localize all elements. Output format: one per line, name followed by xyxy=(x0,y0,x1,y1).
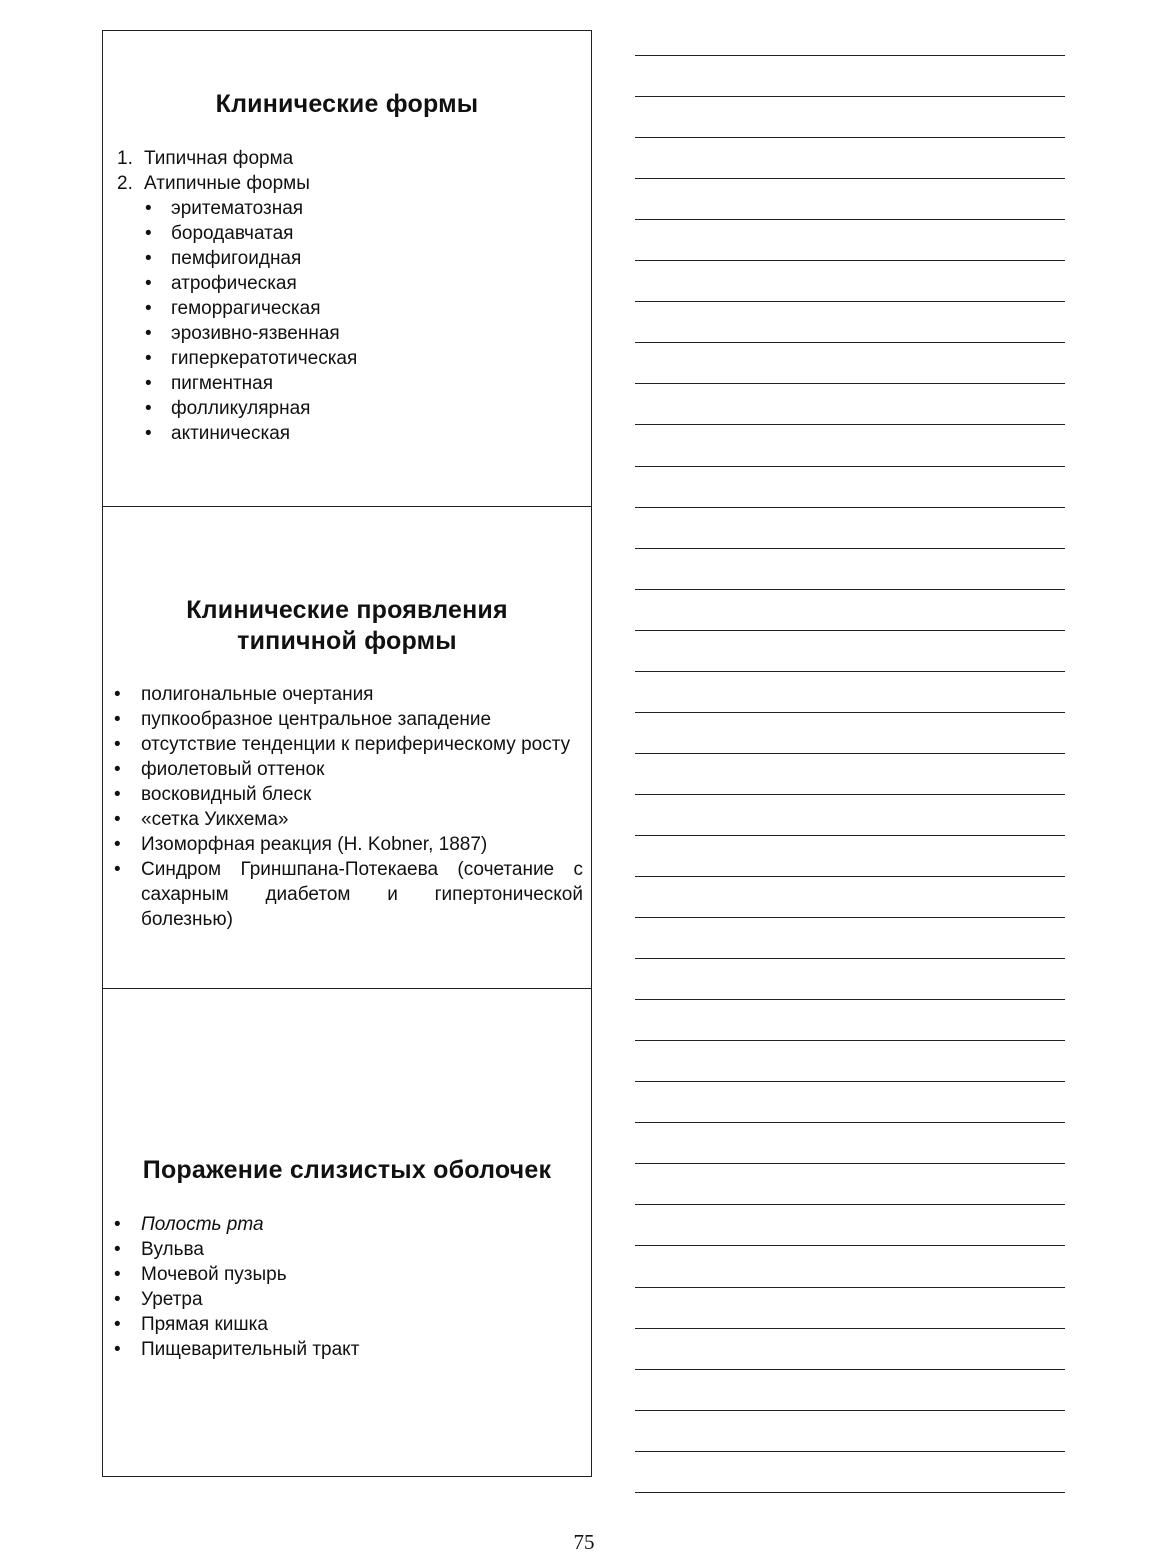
sub-list-item: • эрозивно-язвенная xyxy=(144,321,577,346)
item-label: Типичная форма xyxy=(144,148,294,169)
note-line xyxy=(635,219,1065,220)
list-item: • Пищеварительный тракт xyxy=(113,1337,583,1362)
slide-typical-form-manifestations xyxy=(103,507,591,989)
note-line xyxy=(635,1040,1065,1041)
note-line xyxy=(635,958,1065,959)
note-line xyxy=(635,1287,1065,1288)
note-line xyxy=(635,507,1065,508)
list-item: • Уретра xyxy=(113,1287,583,1312)
sub-list-item: • геморрагическая xyxy=(144,296,577,321)
note-line xyxy=(635,835,1065,836)
numbered-list xyxy=(117,146,577,446)
note-line xyxy=(635,1410,1065,1411)
note-line xyxy=(635,1369,1065,1370)
title-line: Клинические проявления xyxy=(186,596,508,624)
page-number: 75 xyxy=(573,1530,595,1554)
note-line xyxy=(635,548,1065,549)
note-line xyxy=(635,1451,1065,1452)
item-number: 2. xyxy=(117,173,133,194)
list-item: • пупкообразное центральное западение xyxy=(113,707,583,732)
note-line xyxy=(635,1081,1065,1082)
slide-title: Поражение слизистых оболочек xyxy=(142,1156,552,1184)
sub-list-item: • гиперкератотическая xyxy=(144,346,577,371)
sub-list-item: • фолликулярная xyxy=(144,396,577,421)
note-line xyxy=(635,137,1065,138)
note-line xyxy=(635,1245,1065,1246)
note-line xyxy=(635,178,1065,179)
list-item: • фиолетовый оттенок xyxy=(113,757,583,782)
note-line xyxy=(635,671,1065,672)
note-line xyxy=(635,712,1065,713)
list-item: • Синдром Гриншпана-Потекаева (сочетание с сахарным диабетом и гипертонической болезнью) xyxy=(113,857,583,932)
list-item: • Мочевой пузырь xyxy=(113,1262,583,1287)
list-item xyxy=(117,146,577,171)
list-item: • полигональные очертания xyxy=(113,682,583,707)
list-item: • восковидный блеск xyxy=(113,782,583,807)
note-line xyxy=(635,96,1065,97)
slide-title: Клинические формы xyxy=(215,90,479,118)
sub-list-item: • эритематозная xyxy=(144,196,577,221)
list-item: • Изоморфная реакция (H. Kobner, 1887) xyxy=(113,832,583,857)
sub-list-item: • актиническая xyxy=(144,421,577,446)
slides-panel xyxy=(102,30,592,1477)
slide-title xyxy=(103,595,591,657)
note-line xyxy=(635,794,1065,795)
note-line xyxy=(635,1492,1065,1493)
note-line xyxy=(635,383,1065,384)
note-line xyxy=(635,753,1065,754)
sub-list-item: • бородавчатая xyxy=(144,221,577,246)
note-line xyxy=(635,1122,1065,1123)
note-line xyxy=(635,1328,1065,1329)
note-line xyxy=(635,1204,1065,1205)
note-line xyxy=(635,589,1065,590)
note-line xyxy=(635,876,1065,877)
list-item xyxy=(117,171,577,446)
note-line xyxy=(635,301,1065,302)
list-item: • Полость рта xyxy=(113,1212,583,1237)
note-line xyxy=(635,466,1065,467)
bullet-list xyxy=(113,682,583,932)
note-line xyxy=(635,1163,1065,1164)
note-lines xyxy=(635,0,1065,1567)
atypical-forms-list xyxy=(144,196,577,446)
sub-list-item: • атрофическая xyxy=(144,271,577,296)
bullet-list xyxy=(113,1212,583,1362)
note-line xyxy=(635,342,1065,343)
list-item: • «сетка Уикхема» xyxy=(113,807,583,832)
note-line xyxy=(635,424,1065,425)
slide-mucosa-lesions xyxy=(103,989,591,1476)
note-line xyxy=(635,55,1065,56)
note-line xyxy=(635,917,1065,918)
sub-list-item: • пемфигоидная xyxy=(144,246,577,271)
title-line: типичной формы xyxy=(237,627,457,655)
note-line xyxy=(635,630,1065,631)
item-label: Атипичные формы xyxy=(144,173,310,194)
item-number: 1. xyxy=(117,148,133,169)
sub-list-item: • пигментная xyxy=(144,371,577,396)
list-item: • Вульва xyxy=(113,1237,583,1262)
slide-clinical-forms xyxy=(103,31,591,507)
list-item: • отсутствие тенденции к периферическому росту xyxy=(113,732,583,757)
note-line xyxy=(635,260,1065,261)
note-line xyxy=(635,999,1065,1000)
list-item: • Прямая кишка xyxy=(113,1312,583,1337)
